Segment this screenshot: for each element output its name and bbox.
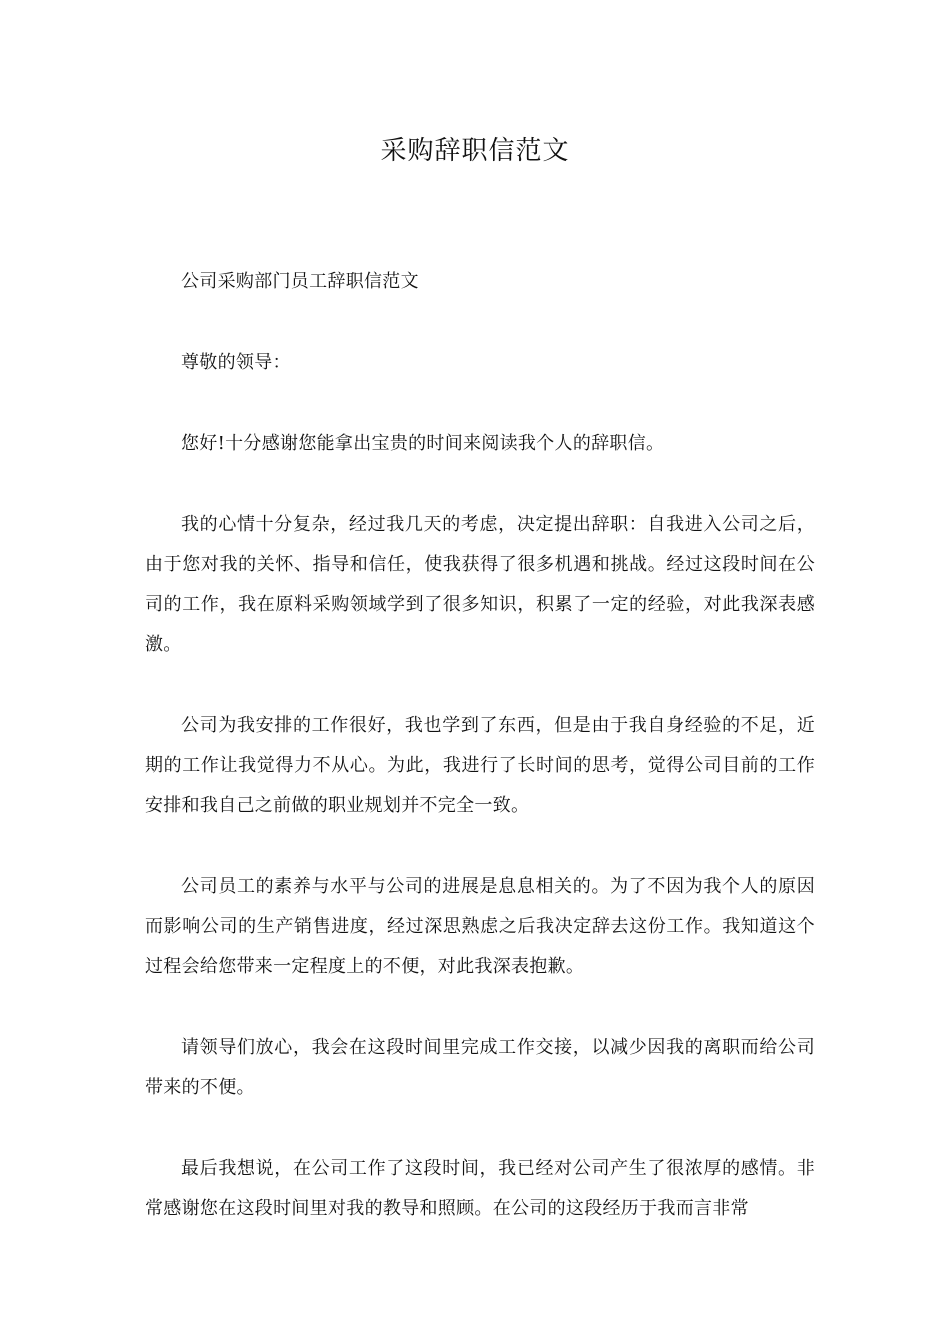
paragraph-body: 最后我想说，在公司工作了这段时间，我已经对公司产生了很浓厚的感情。非常感谢您在这段时间里对我的教导和照顾。在公司的这段经历于我而言非常 (145, 1158, 815, 1219)
paragraph-body: 请领导们放心，我会在这段时间里完成工作交接，以减少因我的离职而给公司带来的不便。 (145, 1037, 815, 1098)
paragraph-body: 公司为我安排的工作很好，我也学到了东西，但是由于我自身经验的不足，近期的工作让我觉得力不从心。为此，我进行了长时间的思考，觉得公司目前的工作安排和我自己之前做的职业规划并不完全一致。 (145, 715, 815, 816)
paragraph-greeting: 您好!十分感谢您能拿出宝贵的时间来阅读我个人的辞职信。 (181, 433, 665, 454)
paragraph-subtitle: 公司采购部门员工辞职信范文 (181, 271, 419, 292)
document-body (145, 262, 815, 1270)
paragraph-body: 公司员工的素养与水平与公司的进展是息息相关的。为了不因为我个人的原因而影响公司的生产销售进度，经过深思熟虑之后我决定辞去这份工作。我知道这个过程会给您带来一定程度上的不便，对此我深表抱歉。 (145, 876, 815, 977)
paragraph-salutation: 尊敬的领导： (181, 352, 291, 373)
paragraph-body: 我的心情十分复杂，经过我几天的考虑，决定提出辞职：自我进入公司之后，由于您对我的关怀、指导和信任，使我获得了很多机遇和挑战。经过这段时间在公司的工作，我在原料采购领域学到了很多知识，积累了一定的经验，对此我深表感激。 (145, 514, 815, 655)
document-title: 采购辞职信范文 (380, 136, 570, 166)
